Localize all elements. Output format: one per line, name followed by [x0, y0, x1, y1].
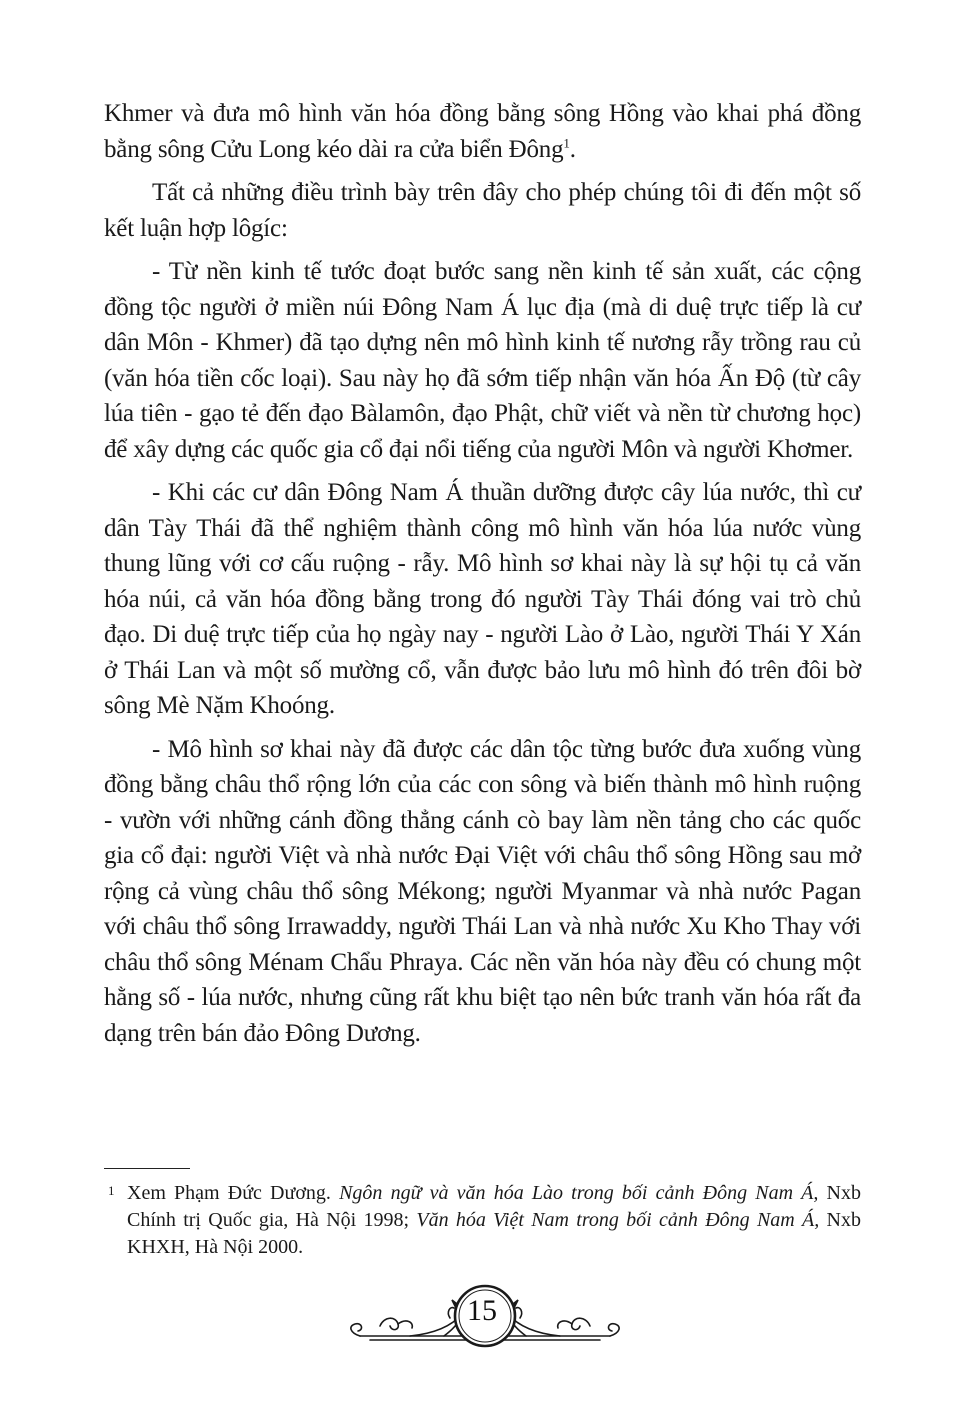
page-body — [104, 96, 861, 1059]
paragraph-1 — [104, 96, 861, 167]
footnote-reference[interactable]: 1 — [563, 135, 570, 151]
ornament-scroll-right — [572, 1318, 590, 1329]
ornament-scroll-right — [608, 1324, 619, 1336]
paragraph-1-tail: . — [569, 135, 576, 163]
footnote-part-title: Ngôn ngữ và văn hóa Lào trong bối cảnh Đông Nam Á, — [339, 1182, 819, 1204]
paragraph-5: - Mô hình sơ khai này đã được các dân tộc từng bước đưa xuống vùng đồng bằng châu thổ rộng lớn của các con sông và biến thành mô hình ruộng - vườn với những cánh đồng thẳng cánh cò bay làm nền tảng cho các quốc gia cổ đại: người Việt và nhà nước Đại Việt với châu thổ sông Hồng sau mở rộng cả vùng châu thổ sông Mékong; người Myanmar và nhà nước Pagan với châu thổ sông Irrawaddy, người Thái Lan và nhà nước Xu Kho Thay với châu thổ sông Ménam Chẩu Phraya. Các nền văn hóa này đều có chung một hằng số - lúa nước, nhưng cũng rất khu biệt tạo nên bức tranh văn hóa rất đa dạng trên bán đảo Đông Dương. — [104, 735, 861, 1047]
footnote-number: 1 — [108, 1183, 115, 1198]
paragraph-2: Tất cả những điều trình bày trên đây cho phép chúng tôi đi đến một số kết luận hợp lôgíc: — [104, 179, 861, 242]
ornament-scroll-left — [351, 1324, 362, 1336]
ornament-scroll-left — [380, 1318, 398, 1329]
paragraph-1-text: Khmer và đưa mô hình văn hóa đồng bằng sông Hồng vào khai phá đồng bằng sông Cửu Long kéo dài ra cửa biển Đông — [104, 100, 861, 163]
footnote — [104, 1180, 861, 1261]
footnote-separator — [104, 1168, 190, 1169]
page-number: 15 — [467, 1294, 497, 1327]
paragraph-4: - Khi các cư dân Đông Nam Á thuần dưỡng được cây lúa nước, thì cư dân Tày Thái đã thể nghiệm thành công mô hình văn hóa lúa nước vùng thung lũng với cơ cấu ruộng - rẫy. Mô hình sơ khai này là sự hội tụ cả văn hóa núi, cả văn hóa đồng bằng trong đó người Tày Thái đóng vai trò chủ đạo. Di duệ trực tiếp của họ ngày nay - người Lào ở Lào, người Thái Y Xán ở Thái Lan và một số mường cổ, vẫn được bảo lưu mô hình đó trên đôi bờ sông Mè Nặm Khoóng. — [104, 479, 861, 719]
footnote-body — [104, 1180, 861, 1261]
footnote-part: Nxb Chính trị Quốc gia, Hà Nội 1998; — [127, 1182, 861, 1231]
footnote-part-title: Văn hóa Việt Nam trong bối cảnh Đông Nam Á, — [416, 1209, 820, 1231]
footnote-part: Xem Phạm Đức Dương. — [127, 1182, 340, 1204]
footnote-part: Nxb KHXH, Hà Nội 2000. — [127, 1209, 861, 1258]
paragraph-3: - Từ nền kinh tế tước đoạt bước sang nền kinh tế sản xuất, các cộng đồng tộc người ở miền núi Đông Nam Á lục địa (mà di duệ trực tiếp là cư dân Môn - Khmer) đã tạo dựng nên mô hình kinh tế nương rẫy trồng rau củ (văn hóa tiền cốc loại). Sau này họ đã sớm tiếp nhận văn hóa Ấn Độ (từ cây lúa tiên - gạo tẻ đến đạo Bàlamôn, đạo Phật, chữ viết và nền từ chương học) để xây dựng các quốc gia cổ đại nổi tiếng của người Môn và người Khơmer. — [104, 258, 861, 463]
